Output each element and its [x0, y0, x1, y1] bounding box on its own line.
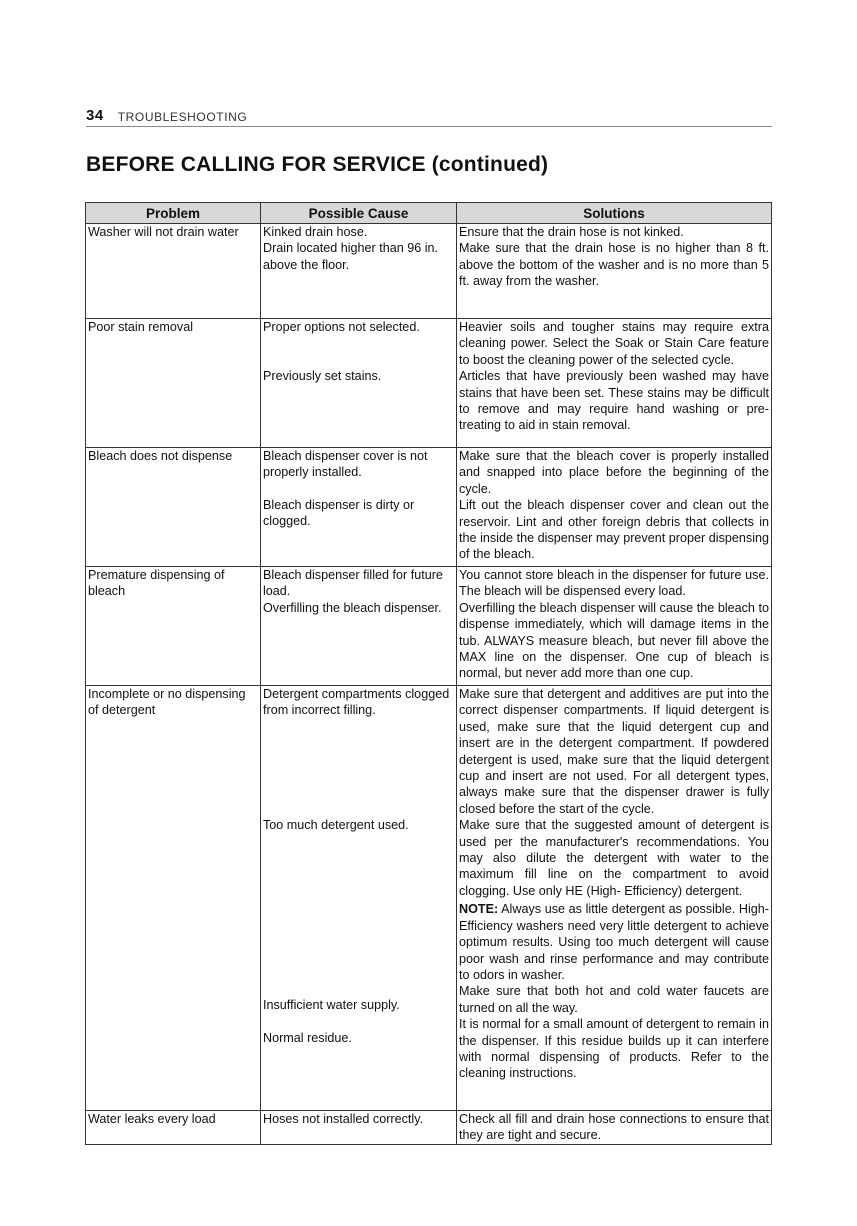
- page-title: BEFORE CALLING FOR SERVICE (continued): [86, 153, 549, 176]
- solution-text: Make sure that the suggested amount of detergent is used per the manufacturer's recommendations. You may also dilute the detergent with water to the maximum fill line on the compartment to avoid clogging. Use only HE (High- Efficiency) detergent.: [459, 818, 769, 898]
- cause-text: Normal residue.: [263, 1031, 352, 1045]
- cause-text: Bleach dispenser cover is not properly installed.: [263, 449, 428, 480]
- solution-text: Make sure that detergent and additives are put into the correct dispenser compartments. If liquid detergent is used, make sure that the liquid detergent cup and insert are in the detergent compartment. If powdered detergent is used, make sure that the liquid detergent cup and insert are not used. For all detergent types, always make sure that the dispenser drawer is fully closed before the start of the cycle.: [459, 687, 769, 816]
- solution-text: Ensure that the drain hose is not kinked.: [459, 225, 684, 239]
- problem-cell: Water leaks every load: [86, 1111, 261, 1145]
- table-row: [86, 686, 772, 1111]
- table-row: [86, 448, 772, 567]
- cause-cell: [261, 1111, 457, 1145]
- solution-text: Articles that have previously been washed may have stains that have been set. These stains may be difficult to remove and may require hand washing or pre-treating to aid in stain removal.: [459, 369, 769, 433]
- header-problem: Problem: [86, 203, 261, 224]
- troubleshooting-table: [85, 202, 772, 1145]
- table-row: [86, 224, 772, 319]
- note-label: NOTE:: [459, 902, 499, 917]
- table-row: [86, 567, 772, 686]
- solution-text: You cannot store bleach in the dispenser for future use. The bleach will be dispensed every load.: [459, 568, 769, 599]
- table-header-row: [86, 203, 772, 224]
- solution-cell: [457, 1111, 772, 1145]
- table-row: [86, 1111, 772, 1145]
- problem-cell: Incomplete or no dispensing of detergent: [86, 686, 261, 1111]
- problem-cell: Bleach does not dispense: [86, 448, 261, 567]
- cause-text: Bleach dispenser is dirty or clogged.: [263, 498, 415, 529]
- solution-cell: [457, 319, 772, 448]
- solution-cell: [457, 567, 772, 686]
- cause-text: Insufficient water supply.: [263, 998, 400, 1012]
- cause-cell: [261, 686, 457, 1111]
- page-header: [86, 102, 772, 127]
- cause-cell: [261, 319, 457, 448]
- section-name: TROUBLESHOOTING: [117, 110, 248, 124]
- solution-text: It is normal for a small amount of detergent to remain in the dispenser. If this residue builds up it can interfere with normal dispensing of products. Refer to the cleaning instructions.: [459, 1017, 769, 1081]
- solution-text: Heavier soils and tougher stains may require extra cleaning power. Select the Soak or Stain Care feature to boost the cleaning power of the selected cycle.: [459, 320, 769, 367]
- solution-text: Make sure that the bleach cover is properly installed and snapped into place before the beginning of the cycle.: [459, 449, 769, 496]
- cause-cell: [261, 224, 457, 319]
- header-possible-cause: Possible Cause: [261, 203, 457, 224]
- cause-text: Hoses not installed correctly.: [263, 1112, 424, 1126]
- cause-text: Kinked drain hose.: [263, 225, 368, 239]
- note-text: Always use as little detergent as possible. High-Efficiency washers need very little detergent to achieve optimum results. Using too much detergent will cause poor wash and rinse performance and may contribute to odors in washer.: [459, 902, 769, 982]
- cause-text: Overfilling the bleach dispenser.: [263, 601, 442, 615]
- table-row: [86, 319, 772, 448]
- cause-cell: [261, 448, 457, 567]
- cause-text: Drain located higher than 96 in. above the floor.: [263, 241, 439, 272]
- cause-cell: [261, 567, 457, 686]
- problem-cell: Premature dispensing of bleach: [86, 567, 261, 686]
- page-number: 34: [86, 107, 104, 124]
- solution-text: Lift out the bleach dispenser cover and clean out the reservoir. Lint and other foreign debris that collects in the inside the dispenser may prevent proper dispensing of the bleach.: [459, 498, 769, 562]
- solution-text: Make sure that the drain hose is no higher than 8 ft. above the bottom of the washer and is no more than 5 ft. away from the washer.: [459, 241, 769, 289]
- note-paragraph: [459, 901, 769, 983]
- cause-text: Detergent compartments clogged from incorrect filling.: [263, 687, 450, 718]
- cause-text: Proper options not selected.: [263, 320, 420, 334]
- cause-text: Bleach dispenser filled for future load.: [263, 568, 443, 599]
- cause-text: Too much detergent used.: [263, 818, 409, 832]
- cause-text: Previously set stains.: [263, 369, 382, 383]
- solution-text: Make sure that both hot and cold water faucets are turned on all the way.: [459, 984, 769, 1015]
- solution-cell: [457, 224, 772, 319]
- header-solutions: Solutions: [457, 203, 772, 224]
- solution-text: Check all fill and drain hose connections to ensure that they are tight and secure.: [459, 1112, 769, 1143]
- problem-cell: Poor stain removal: [86, 319, 261, 448]
- solution-text: Overfilling the bleach dispenser will cause the bleach to dispense immediately, which will damage items in the tub. ALWAYS measure bleach, but never fill above the MAX line on the dispenser. One cup of bleach is normal, but never add more than one cup.: [459, 600, 769, 681]
- solution-cell: [457, 686, 772, 1111]
- solution-cell: [457, 448, 772, 567]
- problem-cell: Washer will not drain water: [86, 224, 261, 319]
